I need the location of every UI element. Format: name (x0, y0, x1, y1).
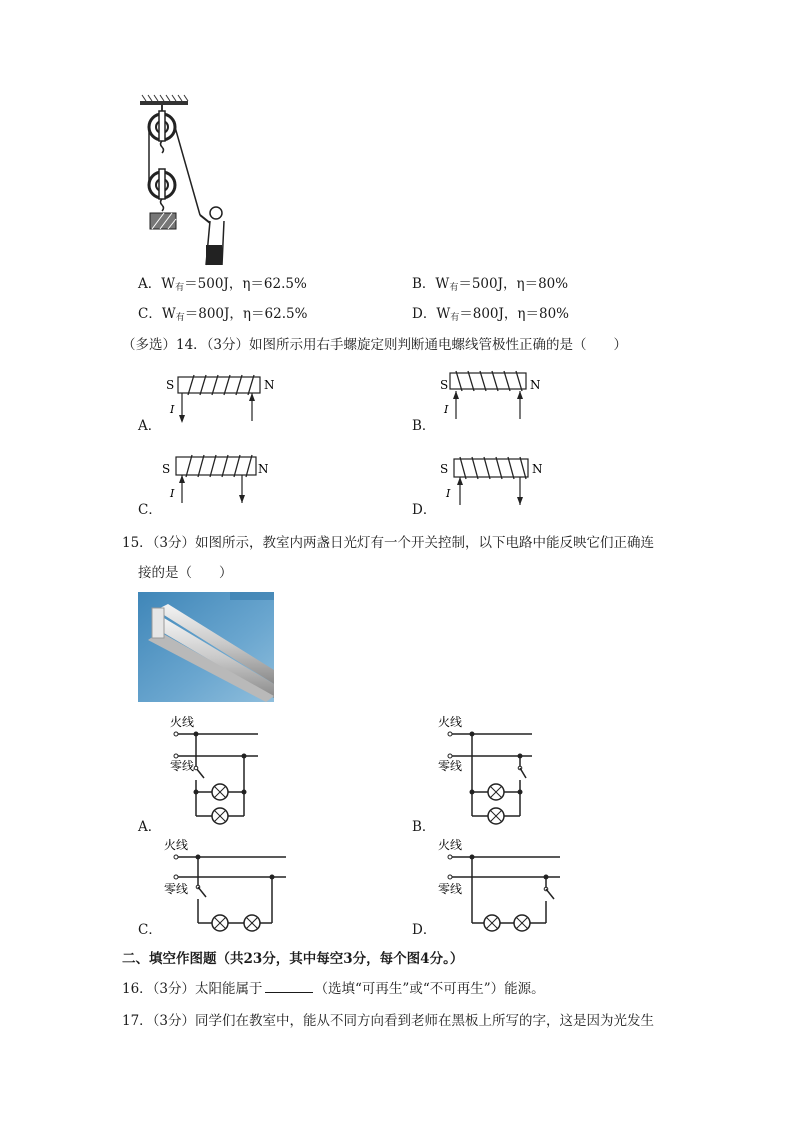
pole-label-s: S (440, 378, 449, 392)
option-a: A．$W_有=500J$，η＝62.5% (138, 276, 307, 293)
option-c: C．$W_有=800J$，η＝62.5% (138, 306, 308, 323)
question-15-line-1: 15．（3分）如图所示，教室内两盏日光灯有一个开关控制，以下电路中能反映它们正确连 (122, 535, 655, 551)
live-wire-label: 火线 (438, 715, 463, 729)
question-14-text: （多选）14．（3分）如图所示用右手螺旋定则判断通电螺线管极性正确的是（ ） (122, 337, 628, 353)
lamp-icon (488, 808, 504, 824)
lamp-icon (488, 784, 504, 800)
question-17: 17．（3分）同学们在教室中，能从不同方向看到老师在黑板上所写的字，这是因为光发生 (122, 1013, 655, 1029)
q15-label-b: B． (412, 819, 436, 835)
circuit-c (162, 835, 297, 935)
option-letter: B． (412, 276, 436, 292)
pole-label-n: N (530, 378, 541, 392)
option-letter: D． (412, 306, 437, 322)
question-15-line-2: 接的是（ ） (138, 565, 233, 581)
section-2-heading: 二、填空作图题（共23分，其中每空3分，每个图4分。） (122, 951, 464, 967)
lamp-icon (212, 808, 228, 824)
lamp-icon (212, 784, 228, 800)
q14-label-a: A． (138, 418, 162, 434)
option-letter: C． (138, 306, 162, 322)
current-label: I (170, 403, 175, 416)
pole-label-n: N (264, 378, 275, 392)
q14-label-b: B． (412, 418, 436, 434)
q14-label-d: D． (412, 502, 437, 518)
solenoid-d (436, 453, 576, 513)
q15-label-c: C． (138, 922, 162, 938)
pulley-figure (140, 95, 260, 265)
circuit-a (162, 712, 292, 827)
option-b: B．$W_有=500J$，η＝80% (412, 276, 569, 293)
q14-label-c: C． (138, 502, 162, 518)
neutral-wire-label: 零线 (438, 759, 463, 773)
pole-label-n: N (532, 462, 543, 476)
current-label: I (170, 487, 175, 500)
pole-label-s: S (162, 462, 171, 476)
neutral-wire-label: 零线 (170, 759, 195, 773)
option-letter: A． (138, 276, 162, 292)
lamp-icon (514, 915, 530, 931)
q15-label-a: A． (138, 819, 162, 835)
circuit-b (436, 712, 566, 827)
circuit-d (436, 835, 571, 935)
lamp-icon (212, 915, 228, 931)
lamp-icon (244, 915, 260, 931)
answer-blank[interactable] (265, 980, 313, 993)
neutral-wire-label: 零线 (438, 882, 463, 896)
pole-label-s: S (166, 378, 175, 392)
current-label: I (444, 403, 449, 416)
solenoid-c (162, 453, 302, 513)
pole-label-n: N (258, 462, 269, 476)
pole-label-s: S (440, 462, 449, 476)
fluorescent-lamp-photo (138, 592, 274, 702)
question-16: 16．（3分）太阳能属于 （选填“可再生”或“不可再生”）能源。 (122, 981, 545, 997)
neutral-wire-label: 零线 (164, 882, 189, 896)
live-wire-label: 火线 (164, 838, 189, 852)
q15-label-d: D． (412, 922, 437, 938)
live-wire-label: 火线 (170, 715, 195, 729)
lamp-icon (484, 915, 500, 931)
current-label: I (446, 487, 451, 500)
live-wire-label: 火线 (438, 838, 463, 852)
solenoid-b (436, 367, 576, 427)
option-d: D．$W_有=800J$，η＝80% (412, 306, 570, 323)
solenoid-a (162, 373, 302, 433)
